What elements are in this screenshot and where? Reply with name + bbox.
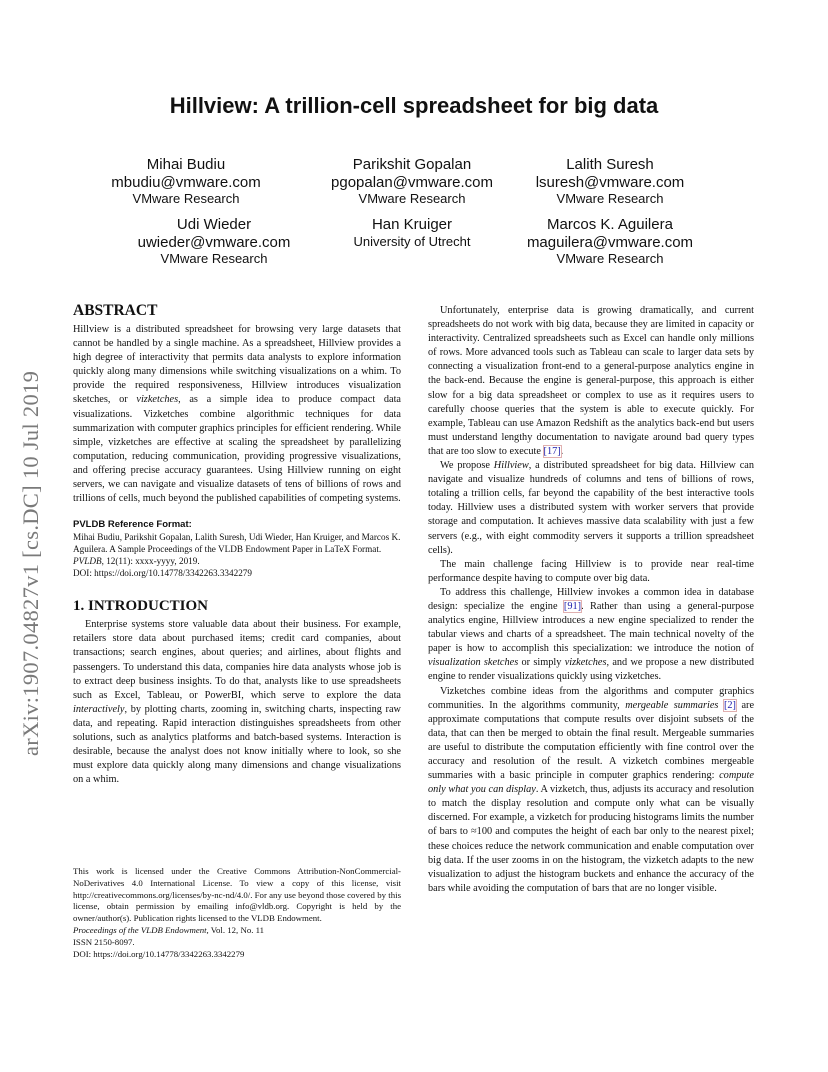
author-name: Mihai Budiu xyxy=(146,156,226,173)
citation-link[interactable]: [2] xyxy=(723,699,736,711)
citation-link[interactable]: [17] xyxy=(543,445,561,457)
body-paragraph: Unfortunately, enterprise data is growing dramatically, and current spreadsheets do not work with big data, because they are limited in capacity or interactivity. Centralized spreadsheets such as Excel can handle only millions of rows. More advanced tools such as Tableau can scale to larger data sets by connecting a visualization front-end to a general-purpose analytics engine in the back-end. Because the engine is general-purpose, this approach is either slow for a big data spreadsheet or complex to use as it requires users to carefully choose queries that the system is able to execute quickly. For example, Tableau can use Amazon Redshift as the analytics back-end but users must understand lengthy documentation to navigate around bad query types that are too slow to execute [17]. xyxy=(428,305,754,457)
author-name: Udi Wieder xyxy=(176,216,252,233)
issn-line: ISSN 2150-8097. xyxy=(73,936,135,947)
author-affiliation: University of Utrecht xyxy=(353,234,471,249)
author-name: Parikshit Gopalan xyxy=(352,156,472,173)
author-email: uwieder@vmware.com xyxy=(137,234,291,251)
author-affiliation: VMware Research xyxy=(556,251,664,266)
license-doi: DOI: https://doi.org/10.14778/3342263.3342279 xyxy=(73,948,245,959)
pvldb-heading: PVLDB Reference Format: xyxy=(73,519,192,531)
author-block xyxy=(76,155,296,206)
left-column xyxy=(73,302,401,787)
pvldb-reference: Mihai Budiu, Parikshit Gopalan, Lalith Suresh, Udi Wieder, Han Kruiger, and Marcos K. Aguilera. A Sample Proceedings of the VLDB Endowment Paper in LaTeX Format. PVLDB, 12(11): xxxx-yyyy, 2019. DOI: https://doi.org/10.14778/3342263.3342279 xyxy=(73,532,401,579)
author-block xyxy=(104,215,324,266)
section-heading-introduction: 1. INTRODUCTION xyxy=(73,598,209,615)
author-affiliation: VMware Research xyxy=(358,191,466,206)
author-email: mbudiu@vmware.com xyxy=(111,174,261,191)
body-paragraph: Vizketches combine ideas from the algorithms and computer graphics communities. In the algorithms community, mergeable summaries [2] are approximate computations that compute results over disjoint subsets of the data, that can then be merged to obtain the final result. Mergeable summaries are useful to distribute the computation efficiently with fine control over the accuracy and resolution of the result. A vizketch combines mergeable summaries with a basic principle in computer graphics rendering: compute only what you can display. A vizketch, thus, adjusts its accuracy and resolution to match the display resolution and compute only what can be visually discerned. For example, a vizketch for producing histograms limits the number of bars to ≈100 and computes the height of each bar only to the nearest pixel; these choices reduce the network communication and enable computation over big data. If the user zooms in on the histogram, the vizketch adapts to the new visualization to adjust the histogram buckets and enhance the accuracy of the bars while avoiding the computation of bars that are no longer visible. xyxy=(428,685,755,894)
author-affiliation: VMware Research xyxy=(160,251,268,266)
author-block xyxy=(302,155,522,206)
author-block xyxy=(500,155,720,206)
abstract-text: Hillview is a distributed spreadsheet for browsing very large datasets that cannot be handled by a single machine. As a spreadsheet, Hillview provides a high degree of interactivity that permits data analysts to explore information quickly along many dimensions while switching visualizations on a whim. To provide the required responsiveness, Hillview introduces visualization sketches, or vizketches, as a simple idea to produce compact data visualizations. Vizketches combine algorithmic techniques for data summarization with computer graphics principles for efficient rendering. While simple, vizketches are effective at scaling the spreadsheet by parallelizing computation, reducing communication, providing progressive visualizations, and offering precise accuracy guarantees. Using Hillview running on eight servers, we can navigate and visualize datasets of tens of billions of rows and trillions of cells, much beyond the published capabilities of competing systems. xyxy=(73,324,401,505)
body-paragraph: To address this challenge, Hillview invokes a common idea in database design: specialize the engine [91]. Rather than using a general-purpose analytics engine, Hillview introduces a new engine specialized to render the tabular views and charts of a spreadsheet. The main technical novelty of the paper is how to accomplish this specialization: we introduce the notion of visualization sketches or simply vizketches, and we propose a new distributed engine to render visualizations quickly using vizketches. xyxy=(428,586,755,683)
intro-paragraph: Enterprise systems store valuable data about their business. For example, retailers store data about purchased items; credit card companies, about transactions; search engines, about queries; and airlines, about flights and passengers. To understand this data, companies hire data analysts whose job is to extract deep business insights. To do that, analysts like to use spreadsheets such as Excel, Tableau, or PowerBI, which serve to explore the data interactively, by plotting charts, zooming in, switching charts, inspecting raw data, and repeating. Rapid interaction distinguishes spreadsheets from other solutions, such as analytics platforms and batch-based systems. Interaction is desirable, because the analyst does not know initially where to look, so she must explore data quickly along many dimensions and change visualizations on a whim. xyxy=(73,619,401,786)
author-name: Lalith Suresh xyxy=(566,156,654,173)
citation-link[interactable]: [91] xyxy=(563,600,582,612)
license-footnote xyxy=(73,866,401,960)
author-affiliation: VMware Research xyxy=(556,191,664,206)
author-block xyxy=(500,215,720,266)
proceedings-line: Proceedings of the VLDB Endowment, Vol. 12, No. 11 xyxy=(73,924,265,935)
author-email: maguilera@vmware.com xyxy=(526,234,694,251)
author-name: Marcos K. Aguilera xyxy=(547,216,673,233)
author-email: pgopalan@vmware.com xyxy=(331,174,493,191)
arxiv-stamp: arXiv:1907.04827v1 [cs.DC] 10 Jul 2019 xyxy=(18,370,43,756)
author-email: lsuresh@vmware.com xyxy=(535,174,685,191)
body-paragraph: We propose Hillview, a distributed spreadsheet for big data. Hillview can navigate and visualize hundreds of columns and tens of billions of rows, totaling a trillion cells, far beyond the capability of the best interactive tools today. Hillview uses a distributed system with worker servers that provide storage and computation. It achieves massive data scalability with just a few servers (e.g., with eight commodity servers it supports a trillion spreadsheet cells). xyxy=(428,460,754,556)
author-block xyxy=(302,215,522,249)
right-column xyxy=(428,304,754,896)
body-paragraph: The main challenge facing Hillview is to provide near real-time performance despite having to compute over big data. xyxy=(428,558,754,584)
abstract-heading: ABSTRACT xyxy=(73,302,158,319)
author-affiliation: VMware Research xyxy=(132,191,240,206)
paper-title: Hillview: A trillion-cell spreadsheet for big data xyxy=(169,93,659,118)
author-name: Han Kruiger xyxy=(371,216,453,233)
license-text: This work is licensed under the Creative Commons Attribution-NonCommercial-NoDerivatives 4.0 International License. To view a copy of this license, visit http://creativecommons.org/licenses/by-nc-nd/4.0/. For any use beyond those covered by this license, obtain permission by emailing info@vldb.org. Copyright is held by the owner/author(s). Publication rights licensed to the VLDB Endowment. xyxy=(73,866,401,924)
